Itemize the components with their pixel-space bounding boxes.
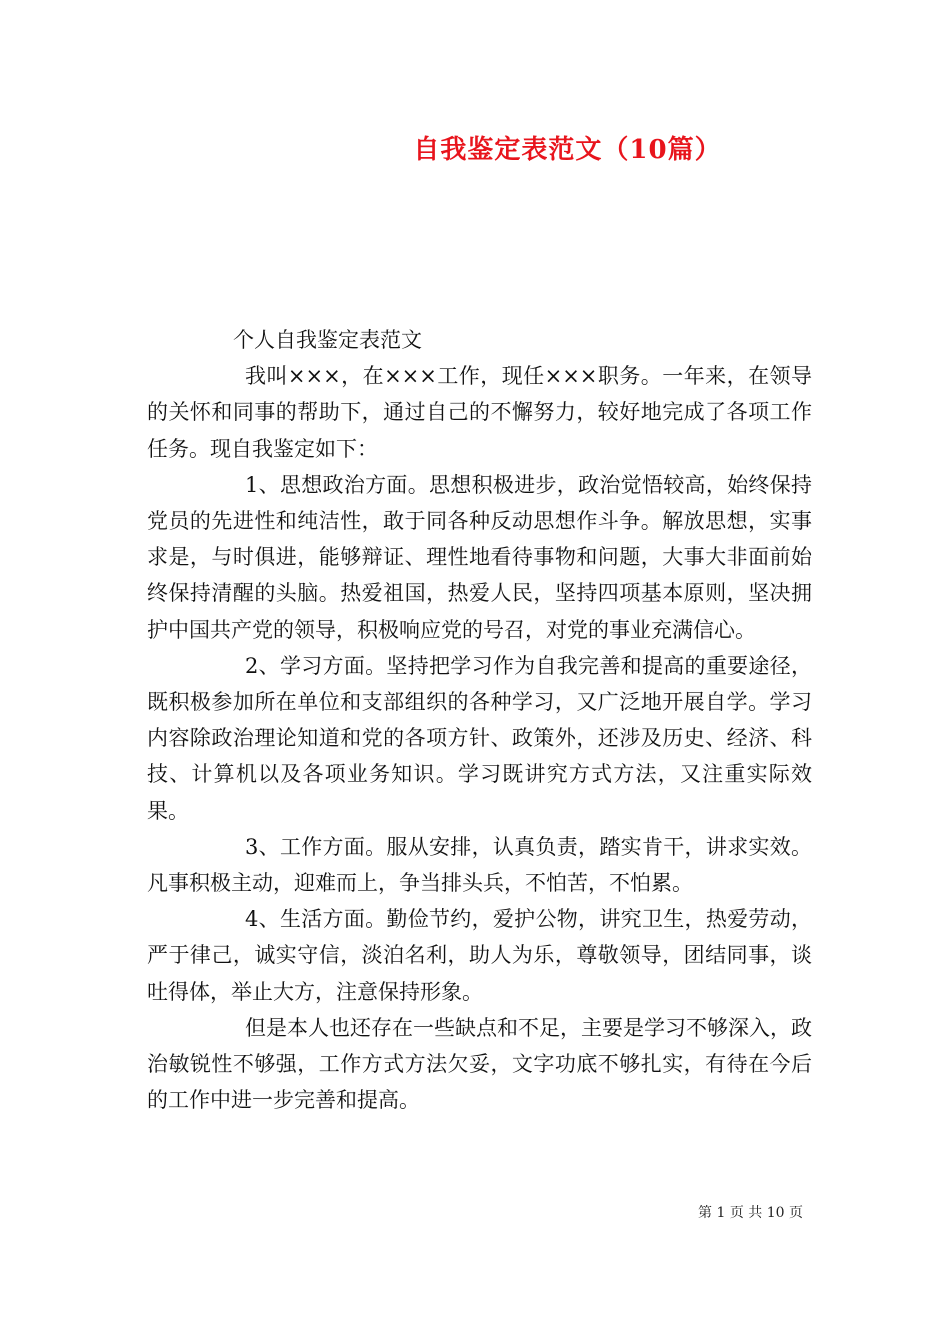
document-body [147, 322, 812, 1118]
paragraph-work: 3、工作方面。服从安排，认真负责，踏实肯干，讲求实效。凡事积极主动，迎难而上，争当排头兵，不怕苦，不怕累。 [147, 834, 812, 896]
document-title: 自我鉴定表范文（10篇） [413, 135, 722, 165]
page-number: 第 1 页 共 10 页 [698, 1205, 803, 1221]
paragraph-study: 2、学习方面。坚持把学习作为自我完善和提高的重要途径，既积极参加所在单位和支部组织的各种学习，又广泛地开展自学。学习内容除政治理论知道和党的各项方针、政策外，还涉及历史、经济、科技、计算机以及各项业务知识。学习既讲究方式方法，又注重实际效果。 [147, 653, 812, 823]
paragraph-life: 4、生活方面。勤俭节约，爱护公物，讲究卫生，热爱劳动，严于律己，诚实守信，淡泊名利，助人为乐，尊敬领导，团结同事，谈吐得体，举止大方，注意保持形象。 [147, 907, 812, 1004]
paragraph-shortcomings: 但是本人也还存在一些缺点和不足，主要是学习不够深入，政治敏锐性不够强，工作方式方法欠妥，文字功底不够扎实，有待在今后的工作中进一步完善和提高。 [147, 1015, 812, 1113]
paragraph-political: 1、思想政治方面。思想积极进步，政治觉悟较高，始终保持党员的先进性和纯洁性，敢于同各种反动思想作斗争。解放思想，实事求是，与时俱进，能够辩证、理性地看待事物和问题，大事大非面前始终保持清醒的头脑。热爱祖国，热爱人民，坚持四项基本原则，坚决拥护中国共产党的领导，积极响应党的号召，对党的事业充满信心。 [147, 472, 812, 642]
paragraph-intro: 我叫×××，在×××工作，现任×××职务。一年来，在领导的关怀和同事的帮助下，通过自己的不懈努力，较好地完成了各项工作任务。现自我鉴定如下： [147, 364, 812, 461]
section-heading: 个人自我鉴定表范文 [233, 328, 422, 352]
